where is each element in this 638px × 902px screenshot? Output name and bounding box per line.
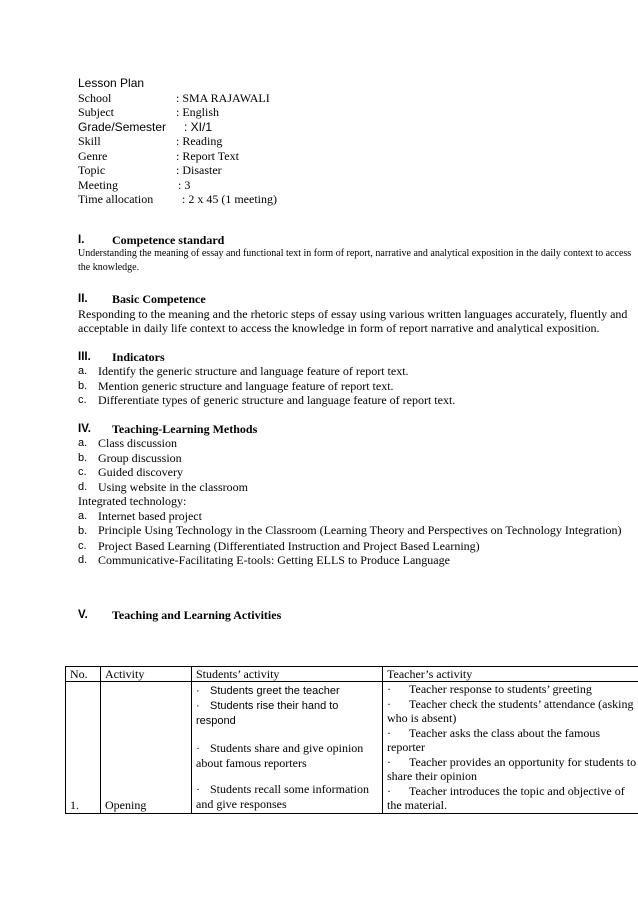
section-number: IV.	[78, 422, 92, 435]
list-item	[78, 553, 638, 568]
table-header-row	[66, 667, 638, 682]
bullet-icon: ·	[196, 782, 200, 796]
teacher-activity-item: · Teacher response to students’ greeting	[387, 682, 592, 696]
section-heading-4	[78, 422, 638, 437]
activities-table	[65, 666, 638, 814]
list-text: Using website in the classroom	[98, 479, 248, 494]
list-marker: b.	[78, 451, 88, 464]
list-item	[78, 379, 638, 394]
info-value: : Reading	[176, 134, 223, 148]
column-header-activity: Activity	[101, 667, 192, 682]
list-marker: a.	[78, 365, 88, 377]
info-label: Genre	[78, 148, 108, 163]
section-title: Basic Competence	[112, 292, 206, 306]
info-value: : 3	[178, 177, 191, 192]
student-activity-item: · Students share and give opinion about famous reporters	[196, 741, 364, 770]
student-activity-item: · Students recall some information and give responses	[196, 782, 369, 811]
integrated-technology-label: Integrated technology:	[78, 494, 187, 508]
section-heading-2	[78, 292, 638, 307]
bullet-icon: ·	[196, 741, 200, 755]
list-item	[78, 393, 638, 408]
list-marker: a.	[78, 509, 88, 522]
info-value: : English	[176, 105, 220, 119]
list-text: Communicative-Facilitating E-tools: Getting ELLS to Produce Language	[98, 553, 450, 567]
section-number: II.	[78, 293, 88, 305]
info-value: : XI/1	[184, 119, 213, 134]
competence-standard-text: Understanding the meaning of essay and functional text in form of report, narrative and analytical exposition in the daily context to access the knowledge.	[78, 248, 632, 273]
list-item	[78, 465, 638, 480]
info-label: Meeting	[78, 177, 118, 192]
info-row-genre	[78, 149, 638, 164]
list-marker: b.	[78, 525, 88, 537]
list-marker: c.	[78, 394, 87, 406]
section-title: Indicators	[112, 349, 165, 364]
info-row-meeting	[78, 178, 638, 193]
column-header-students-activity: Students’ activity	[192, 667, 383, 682]
info-value: : 2 x 45 (1 meeting)	[182, 192, 277, 206]
list-item	[78, 480, 638, 495]
list-marker: c.	[78, 466, 87, 478]
bullet-icon: ·	[387, 783, 391, 798]
list-item	[78, 539, 638, 554]
column-header-no: No.	[66, 667, 101, 682]
column-header-teachers-activity: Teacher’s activity	[383, 667, 638, 682]
list-text: Principle Using Technology in the Classroom (Learning Theory and Perspectives on Technology Integration)	[98, 523, 622, 537]
list-text: Identify the generic structure and language feature of report text.	[98, 364, 409, 378]
bullet-icon: ·	[387, 725, 391, 740]
teacher-activity-item: · Teacher check the students’ attendance (asking who is absent)	[387, 696, 634, 725]
student-activity-item: · Students greet the teacher	[196, 685, 340, 697]
list-marker: c.	[78, 539, 87, 552]
info-row-topic	[78, 163, 638, 178]
lesson-plan-document	[78, 76, 638, 622]
bullet-icon: ·	[387, 682, 391, 696]
info-value: : Report Text	[176, 148, 239, 163]
teacher-activity-item: · Teacher provides an opportunity for students to share their opinion	[387, 754, 637, 783]
info-label: Topic	[78, 163, 106, 177]
section-title: Competence standard	[112, 232, 225, 247]
list-text: Project Based Learning (Differentiated Instruction and Project Based Learning)	[98, 538, 480, 553]
info-row-grade	[78, 120, 638, 135]
info-label: Time allocation	[78, 192, 154, 206]
bullet-icon: ·	[387, 696, 391, 711]
list-text: Mention generic structure and language feature of report text.	[98, 378, 394, 393]
section-number: III.	[78, 350, 91, 363]
list-item	[78, 509, 638, 524]
section-title: Teaching and Learning Activities	[112, 607, 282, 622]
list-item	[78, 523, 638, 539]
table-row	[66, 682, 638, 814]
info-label: Skill	[78, 134, 101, 148]
bullet-icon: ·	[387, 754, 391, 769]
list-text: Differentiate types of generic structure and language feature of report text.	[98, 393, 456, 407]
info-row-school	[78, 91, 638, 106]
section-heading-1	[78, 233, 638, 248]
list-marker: d.	[78, 554, 88, 566]
students-activity-cell	[192, 682, 383, 814]
row-number: 1.	[66, 682, 101, 814]
list-item	[78, 436, 638, 451]
info-row-subject	[78, 105, 638, 120]
basic-competence-text: Responding to the meaning and the rhetoric steps of essay using various written languages accurately, fluently and acceptable in daily life context to access the knowledge in form of report narrative and analytical exposition.	[78, 306, 628, 335]
list-marker: a.	[78, 437, 88, 449]
info-value: : SMA RAJAWALI	[176, 90, 270, 105]
section-heading-5	[78, 608, 638, 623]
section-number: V.	[78, 608, 88, 621]
list-text: Group discussion	[98, 450, 182, 465]
teachers-activity-cell	[383, 682, 638, 814]
list-text: Internet based project	[98, 508, 202, 523]
list-marker: b.	[78, 379, 88, 392]
teacher-activity-item: · Teacher asks the class about the famous reporter	[387, 725, 601, 754]
bullet-icon: ·	[196, 685, 200, 697]
info-row-skill	[78, 134, 638, 149]
teacher-activity-item: · Teacher introduces the topic and objective of the material.	[387, 783, 625, 812]
info-row-time	[78, 192, 638, 207]
student-activity-item: · Students rise their hand to respond	[196, 700, 339, 727]
info-label: Grade/Semester	[78, 119, 167, 134]
document-title: Lesson Plan	[78, 76, 145, 90]
section-number: I.	[78, 233, 85, 246]
section-heading-3	[78, 350, 638, 365]
info-value: : Disaster	[176, 163, 222, 177]
list-text: Class discussion	[98, 436, 178, 450]
bullet-icon: ·	[196, 700, 200, 712]
list-text: Guided discovery	[98, 465, 183, 479]
list-marker: d.	[78, 480, 88, 493]
row-activity: Opening	[101, 682, 192, 814]
info-label: School	[78, 90, 112, 105]
info-label: Subject	[78, 105, 114, 119]
list-item	[78, 451, 638, 466]
section-title: Teaching-Learning Methods	[112, 421, 258, 436]
list-item	[78, 364, 638, 379]
